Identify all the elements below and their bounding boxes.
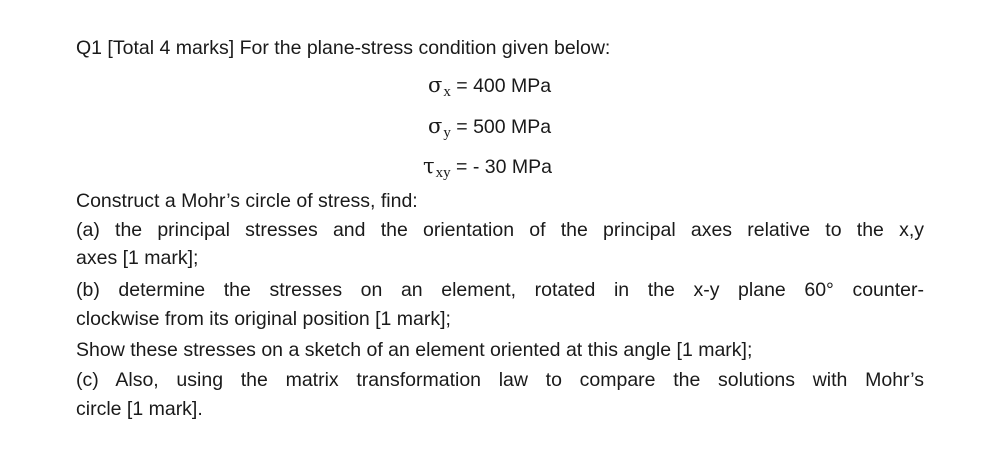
equation-sigma-y xyxy=(428,114,551,141)
part-c-line-1: (c) Also, using the matrix transformation law to compare the solutions with Mohr’s xyxy=(76,369,924,391)
equation-tau-xy xyxy=(423,154,552,181)
equation-symbol: σ xyxy=(428,114,443,138)
part-c-line-2: circle [1 mark]. xyxy=(76,398,203,420)
equation-subscript: x xyxy=(443,84,451,100)
equation-subscript: xy xyxy=(435,165,451,181)
question-heading: Q1 [Total 4 marks] For the plane-stress condition given below: xyxy=(76,37,611,59)
equation-value: = 500 MPa xyxy=(456,116,552,138)
part-b-line-2: clockwise from its original position [1 mark]; xyxy=(76,308,451,330)
instruction-text: Construct a Mohr’s circle of stress, find: xyxy=(76,190,418,212)
equation-subscript: y xyxy=(443,125,451,141)
part-b-line-1: (b) determine the stresses on an element, rotated in the x-y plane 60° counter- xyxy=(76,279,924,301)
equation-value: = 400 MPa xyxy=(456,75,552,97)
equation-sigma-x xyxy=(428,73,551,100)
equation-value: = - 30 MPa xyxy=(456,156,552,178)
part-a-line-2: axes [1 mark]; xyxy=(76,247,199,269)
part-a-line-1: (a) the principal stresses and the orientation of the principal axes relative to the x,y xyxy=(76,219,924,241)
equation-symbol: σ xyxy=(428,73,443,97)
equation-symbol: τ xyxy=(423,154,435,178)
show-sketch-text: Show these stresses on a sketch of an element oriented at this angle [1 mark]; xyxy=(76,339,753,361)
